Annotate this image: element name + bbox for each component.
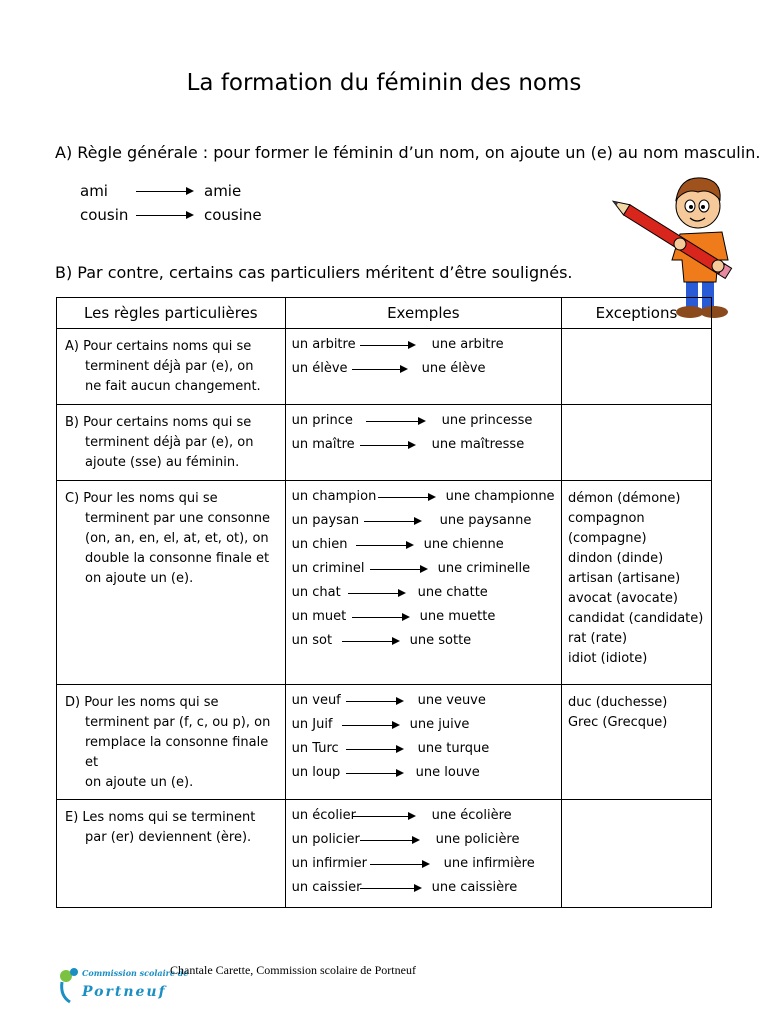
special-cases-intro: B) Par contre, certains cas particuliers méritent d’être soulignés. — [55, 263, 573, 282]
example-feminine: une championne — [445, 489, 555, 504]
example-feminine: une criminelle — [437, 561, 531, 576]
general-rule: A) Règle générale : pour former le féminin d’un nom, on ajoute un (e) au nom masculin. — [55, 143, 761, 162]
examples-cell — [285, 481, 561, 685]
arrow-icon — [370, 864, 428, 865]
arrow-icon — [366, 421, 424, 422]
example-feminine: une louve — [415, 765, 480, 780]
example-feminine: une infirmière — [443, 856, 535, 871]
table-row — [57, 685, 712, 800]
table-row — [57, 329, 712, 405]
arrow-icon — [364, 521, 420, 522]
example-feminine: une maîtresse — [431, 437, 525, 452]
arrow-icon — [370, 569, 426, 570]
arrow-icon — [346, 773, 402, 774]
example-masculine: un loup — [291, 765, 341, 780]
example-masculine-2: cousin — [80, 206, 129, 224]
arrow-icon — [342, 725, 398, 726]
arrow-icon — [360, 445, 414, 446]
rule-cell — [57, 329, 286, 405]
rule-text: (on, an, en, el, at, et, ot), on — [85, 531, 269, 546]
rule-text: ne fait aucun changement. — [85, 379, 261, 394]
rule-cell — [57, 685, 286, 800]
rule-text: remplace la consonne finale et — [85, 735, 269, 770]
example-masculine: un chien — [291, 537, 348, 552]
exception-item: avocat (avocate) — [567, 591, 678, 606]
rule-cell — [57, 405, 286, 481]
header-rules: Les règles particulières — [57, 298, 286, 329]
header-exceptions: Exceptions — [561, 298, 711, 329]
rule-text: double la consonne finale et — [85, 551, 270, 566]
example-feminine-1: amie — [204, 182, 242, 200]
example-feminine: une paysanne — [439, 513, 532, 528]
rule-text: A) Pour certains noms qui se — [65, 339, 252, 354]
arrow-icon — [352, 816, 414, 817]
arrow-icon — [136, 215, 192, 216]
rule-text: terminent déjà par (e), on — [85, 435, 254, 450]
example-masculine: un policier — [291, 832, 360, 847]
exception-item: rat (rate) — [567, 631, 628, 646]
example-masculine: un Turc — [291, 741, 339, 756]
example-masculine: un écolier — [291, 808, 356, 823]
example-feminine-2: cousine — [204, 206, 262, 224]
example-feminine: une chatte — [417, 585, 488, 600]
example-feminine: une turque — [417, 741, 490, 756]
rule-text: on ajoute un (e). — [85, 571, 194, 586]
exceptions-cell — [561, 800, 711, 908]
arrow-icon — [360, 840, 418, 841]
example-masculine: un veuf — [291, 693, 341, 708]
example-feminine: une policière — [435, 832, 520, 847]
example-masculine: un élève — [291, 361, 348, 376]
rule-cell — [57, 481, 286, 685]
rule-text: terminent par (f, c, ou p), on — [85, 715, 271, 730]
example-masculine: un arbitre — [291, 337, 356, 352]
arrow-icon — [136, 191, 192, 192]
logo-line1: Commission scolaire de — [82, 968, 189, 978]
example-masculine: un maître — [291, 437, 355, 452]
examples-cell — [285, 329, 561, 405]
example-feminine: une arbitre — [431, 337, 504, 352]
rule-text: on ajoute un (e). — [85, 775, 194, 790]
example-feminine: une élève — [421, 361, 486, 376]
exception-item: compagnon — [567, 511, 645, 526]
table-row — [57, 481, 712, 685]
special-rules-table — [56, 297, 712, 908]
arrow-icon — [360, 888, 420, 889]
rule-text: B) Pour certains noms qui se — [65, 415, 252, 430]
example-masculine: un muet — [291, 609, 347, 624]
table-row — [57, 800, 712, 908]
examples-cell — [285, 800, 561, 908]
exceptions-cell — [561, 481, 711, 685]
exception-item: artisan (artisane) — [567, 571, 681, 586]
exception-item: (compagne) — [567, 531, 647, 546]
example-feminine: une caissière — [431, 880, 518, 895]
page-title: La formation du féminin des noms — [186, 70, 582, 96]
example-feminine: une écolière — [431, 808, 512, 823]
rule-text: terminent par une consonne — [85, 511, 271, 526]
example-feminine: une princesse — [441, 413, 533, 428]
arrow-icon — [360, 345, 414, 346]
logo-line2: Portneuf — [82, 984, 167, 1000]
exception-item: duc (duchesse) — [567, 695, 668, 710]
rule-text: terminent déjà par (e), on — [85, 359, 254, 374]
example-feminine: une veuve — [417, 693, 486, 708]
example-masculine: un criminel — [291, 561, 365, 576]
exception-item: idiot (idiote) — [567, 651, 648, 666]
rule-text: par (er) deviennent (ère). — [85, 830, 252, 845]
example-feminine: une muette — [419, 609, 496, 624]
header-examples: Exemples — [285, 298, 561, 329]
exception-item: démon (démone) — [567, 491, 681, 506]
table-row — [57, 405, 712, 481]
example-masculine: un Juif — [291, 717, 333, 732]
example-feminine: une juive — [409, 717, 470, 732]
example-masculine: un prince — [291, 413, 353, 428]
examples-cell — [285, 685, 561, 800]
example-masculine: un sot — [291, 633, 333, 648]
example-masculine: un champion — [291, 489, 377, 504]
arrow-icon — [348, 593, 404, 594]
example-masculine: un caissier — [291, 880, 362, 895]
commission-scolaire-logo — [56, 960, 189, 1006]
example-feminine: une sotte — [409, 633, 472, 648]
exception-item: dindon (dinde) — [567, 551, 664, 566]
example-masculine: un infirmier — [291, 856, 368, 871]
rule-text: ajoute (sse) au féminin. — [85, 455, 240, 470]
example-masculine: un chat — [291, 585, 341, 600]
exceptions-cell — [561, 405, 711, 481]
rule-cell — [57, 800, 286, 908]
arrow-icon — [346, 749, 402, 750]
footer-credit: Chantale Carette, Commission scolaire de Portneuf — [170, 963, 416, 977]
rule-text: E) Les noms qui se terminent — [65, 810, 256, 825]
exception-item: candidat (candidate) — [567, 611, 704, 626]
rule-text: C) Pour les noms qui se — [65, 491, 218, 506]
arrow-icon — [346, 701, 402, 702]
arrow-icon — [356, 545, 412, 546]
exceptions-cell — [561, 685, 711, 800]
arrow-icon — [352, 369, 406, 370]
example-masculine-1: ami — [80, 182, 108, 200]
arrow-icon — [352, 617, 408, 618]
arrow-icon — [378, 497, 434, 498]
example-feminine: une chienne — [423, 537, 504, 552]
exception-item: Grec (Grecque) — [567, 715, 668, 730]
arrow-icon — [342, 641, 398, 642]
examples-cell — [285, 405, 561, 481]
example-masculine: un paysan — [291, 513, 360, 528]
rule-text: D) Pour les noms qui se — [65, 695, 219, 710]
exceptions-cell — [561, 329, 711, 405]
